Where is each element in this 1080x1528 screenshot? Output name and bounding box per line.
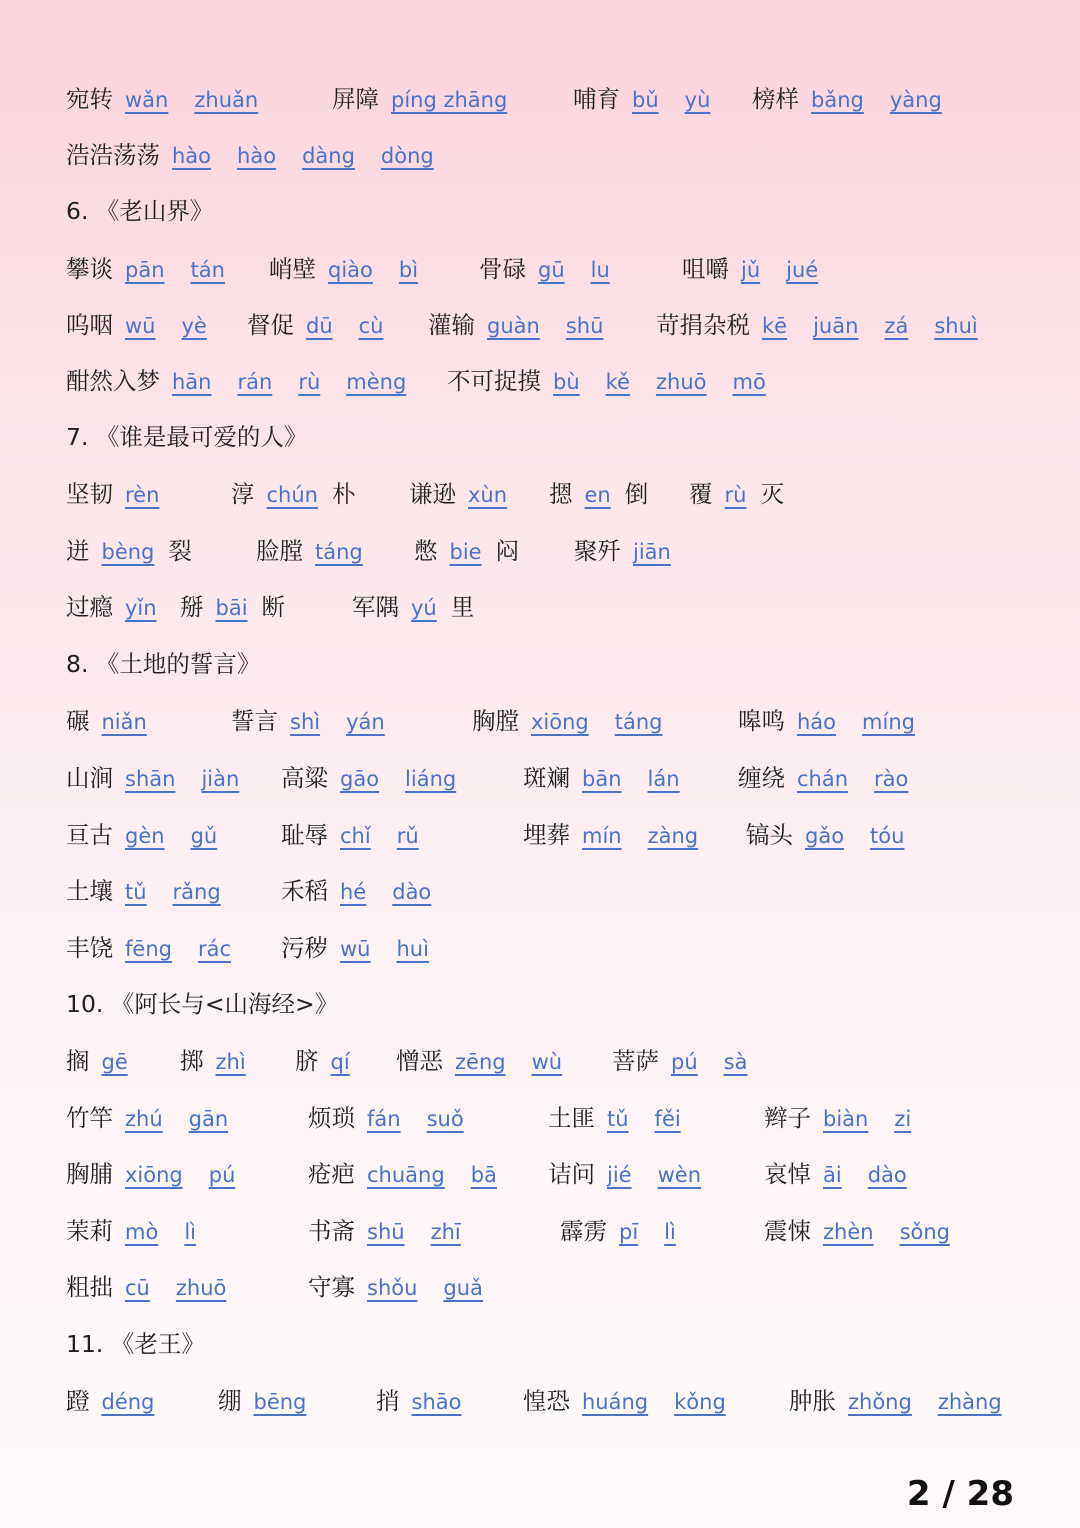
vocab-word: 哺育 xyxy=(573,85,620,113)
pinyin: shì xyxy=(290,710,321,734)
vocab-word-tail: 断 xyxy=(261,593,286,621)
vocab-entry xyxy=(447,362,766,396)
vocab-word: 宛转 xyxy=(66,85,113,113)
vocab-entry xyxy=(66,475,159,509)
pinyin: pú xyxy=(208,1163,236,1187)
vocab-word-tail: 闷 xyxy=(495,537,520,565)
pinyin: chún xyxy=(266,483,318,507)
vocab-word: 肿胀 xyxy=(789,1387,836,1415)
vocab-entry xyxy=(295,1042,350,1076)
pinyin: tóu xyxy=(870,824,905,848)
pinyin: bie xyxy=(449,540,482,564)
pinyin: shāo xyxy=(411,1390,462,1414)
pinyin: píng zhāng xyxy=(391,88,508,112)
vocab-word: 辫子 xyxy=(764,1104,811,1132)
pinyin: yè xyxy=(181,314,207,338)
vocab-word: 镐头 xyxy=(746,821,793,849)
vocab-entry xyxy=(523,759,680,793)
vocab-entry xyxy=(308,1099,464,1133)
vocab-word: 峭壁 xyxy=(269,255,316,283)
pinyin: shū xyxy=(565,314,604,338)
pinyin: bǎng xyxy=(811,88,864,112)
vocab-word-tail: 灭 xyxy=(760,480,784,508)
vocab-entry xyxy=(66,306,207,340)
vocab-entry xyxy=(560,1212,676,1246)
vocab-word: 淳 xyxy=(231,480,255,508)
vocab-word: 震悚 xyxy=(764,1217,811,1245)
pinyin: wèn xyxy=(657,1163,701,1187)
vocab-word-tail: 倒 xyxy=(624,480,649,508)
vocab-entry xyxy=(66,362,406,396)
vocab-entry xyxy=(573,80,710,114)
section-heading: 6. 《老山界》 xyxy=(66,197,214,225)
pinyin: gèn xyxy=(125,824,165,848)
pinyin: gǔ xyxy=(190,824,218,848)
vocab-entry xyxy=(332,80,507,114)
pinyin: rèn xyxy=(125,483,160,507)
vocab-word: 守寡 xyxy=(308,1273,355,1301)
vocab-word: 埋葬 xyxy=(523,821,570,849)
pinyin: huì xyxy=(396,937,429,961)
vocab-word: 骨碌 xyxy=(479,255,526,283)
vocab-word: 聚歼 xyxy=(574,537,621,565)
pinyin: rǎng xyxy=(172,880,221,904)
vocab-entry xyxy=(414,532,519,566)
pinyin: hào xyxy=(237,144,277,168)
pinyin: fán xyxy=(367,1107,401,1131)
pinyin: cū xyxy=(125,1276,150,1300)
pinyin: shǒu xyxy=(367,1276,418,1300)
vocab-word: 不可捉摸 xyxy=(447,367,541,395)
pinyin: táng xyxy=(614,710,663,734)
pinyin: chuāng xyxy=(367,1163,445,1187)
vocab-entry xyxy=(66,1212,196,1246)
pinyin: dào xyxy=(392,880,432,904)
vocab-entry xyxy=(574,532,671,566)
pinyin: juān xyxy=(813,314,859,338)
vocab-entry xyxy=(66,1042,128,1076)
vocab-entry xyxy=(308,1155,497,1189)
pinyin: zhàng xyxy=(937,1390,1002,1414)
pinyin: gǎo xyxy=(805,824,845,848)
vocab-word: 督促 xyxy=(247,311,294,339)
pinyin: chǐ xyxy=(340,824,371,848)
vocab-word: 屏障 xyxy=(332,85,379,113)
pinyin: gē xyxy=(101,1050,128,1074)
pinyin: en xyxy=(584,483,611,507)
pinyin: pān xyxy=(125,258,165,282)
vocab-word: 高粱 xyxy=(281,764,328,792)
vocab-word: 诘问 xyxy=(548,1160,595,1188)
vocab-word: 污秽 xyxy=(281,934,328,962)
vocab-entry xyxy=(66,702,147,736)
vocab-entry xyxy=(281,816,419,850)
section-heading: 10. 《阿长与<山海经>》 xyxy=(66,990,339,1018)
pinyin: dào xyxy=(867,1163,907,1187)
vocab-word: 禾稻 xyxy=(281,877,328,905)
pinyin: jiān xyxy=(633,540,671,564)
pinyin: jǔ xyxy=(741,258,761,282)
vocab-word: 掷 xyxy=(180,1047,204,1075)
pinyin: liáng xyxy=(405,767,457,791)
vocab-word: 土壤 xyxy=(66,877,113,905)
vocab-word: 茉莉 xyxy=(66,1217,113,1245)
vocab-word: 呜咽 xyxy=(66,311,113,339)
vocab-word: 灌输 xyxy=(428,311,475,339)
vocab-word: 掰 xyxy=(180,593,204,621)
vocab-word: 脐 xyxy=(295,1047,319,1075)
vocab-word: 搁 xyxy=(66,1047,90,1075)
pinyin: lán xyxy=(647,767,680,791)
pinyin: tán xyxy=(190,258,225,282)
pinyin: shū xyxy=(367,1220,405,1244)
pinyin: qiào xyxy=(328,258,373,282)
vocab-entry xyxy=(218,1382,306,1416)
pinyin: yǐn xyxy=(125,596,157,620)
vocab-entry xyxy=(479,250,610,284)
pinyin: gāo xyxy=(340,767,380,791)
pinyin: tǔ xyxy=(607,1107,629,1131)
pinyin: yán xyxy=(346,710,385,734)
pinyin: wù xyxy=(531,1050,563,1074)
vocab-word: 烦琐 xyxy=(308,1104,355,1132)
pinyin: zhèn xyxy=(823,1220,874,1244)
pinyin: qí xyxy=(330,1050,350,1074)
pinyin: zhǒng xyxy=(848,1390,912,1414)
vocab-entry xyxy=(738,759,908,793)
vocab-entry xyxy=(66,872,221,906)
vocab-word: 耻辱 xyxy=(281,821,328,849)
section-heading: 11. 《老王》 xyxy=(66,1330,205,1358)
pinyin: cù xyxy=(358,314,384,338)
pinyin: huáng xyxy=(582,1390,649,1414)
vocab-entry xyxy=(523,816,698,850)
vocab-entry xyxy=(180,588,285,622)
vocab-word: 谦逊 xyxy=(409,480,456,508)
pinyin: xiōng xyxy=(125,1163,183,1187)
vocab-entry xyxy=(409,475,507,509)
vocab-word-tail: 裂 xyxy=(168,537,192,565)
pinyin: gū xyxy=(538,258,565,282)
vocab-entry xyxy=(764,1212,950,1246)
vocab-entry xyxy=(66,816,217,850)
pinyin: bān xyxy=(582,767,622,791)
vocab-entry xyxy=(746,816,904,850)
vocab-word: 坚韧 xyxy=(66,480,113,508)
vocab-word: 菩萨 xyxy=(612,1047,659,1075)
vocab-word: 迸 xyxy=(66,537,90,565)
pinyin: bā xyxy=(470,1163,497,1187)
vocab-word-tail: 里 xyxy=(450,593,475,621)
pinyin: hào xyxy=(172,144,212,168)
vocab-entry xyxy=(682,250,818,284)
vocab-entry xyxy=(66,929,231,963)
pinyin: zhuǎn xyxy=(194,88,259,112)
pinyin: shuì xyxy=(934,314,978,338)
pinyin: kǒng xyxy=(674,1390,726,1414)
pinyin: pú xyxy=(671,1050,698,1074)
pinyin: lu xyxy=(590,258,610,282)
vocab-word: 亘古 xyxy=(66,821,113,849)
vocab-entry xyxy=(281,929,429,963)
vocab-word: 摁 xyxy=(549,480,573,508)
vocab-entry xyxy=(66,136,434,170)
pinyin: míng xyxy=(862,710,915,734)
vocab-word: 浩浩荡荡 xyxy=(66,141,160,169)
vocab-entry xyxy=(789,1382,1002,1416)
pinyin: shān xyxy=(125,767,176,791)
pinyin: mèng xyxy=(346,370,407,394)
pinyin: sà xyxy=(723,1050,748,1074)
vocab-entry xyxy=(428,306,603,340)
pinyin: rǔ xyxy=(396,824,419,848)
vocab-entry xyxy=(66,250,225,284)
pinyin: rác xyxy=(197,937,232,961)
vocab-entry xyxy=(548,1155,701,1189)
vocab-entry xyxy=(66,532,192,566)
pinyin: bǔ xyxy=(632,88,659,112)
pinyin: dòng xyxy=(380,144,434,168)
vocab-entry xyxy=(247,306,384,340)
pinyin: zhuō xyxy=(655,370,707,394)
pinyin: niǎn xyxy=(101,710,147,734)
pinyin: fēng xyxy=(125,937,172,961)
pinyin: zēng xyxy=(455,1050,506,1074)
vocab-word: 蹬 xyxy=(66,1387,90,1415)
pinyin: sǒng xyxy=(899,1220,950,1244)
vocab-word: 霹雳 xyxy=(560,1217,607,1245)
vocab-word: 疮疤 xyxy=(308,1160,355,1188)
pinyin: zhī xyxy=(430,1220,461,1244)
vocab-word: 丰饶 xyxy=(66,934,113,962)
vocab-entry xyxy=(308,1268,483,1302)
pinyin: zàng xyxy=(647,824,699,848)
vocab-word: 誓言 xyxy=(231,707,278,735)
vocab-entry xyxy=(352,588,474,622)
pinyin: tǔ xyxy=(125,880,147,904)
pinyin: lì xyxy=(664,1220,676,1244)
vocab-entry xyxy=(472,702,663,736)
pinyin: lì xyxy=(184,1220,196,1244)
pinyin: rù xyxy=(298,370,321,394)
pinyin: guǎ xyxy=(443,1276,483,1300)
vocab-word: 覆 xyxy=(689,480,713,508)
vocab-word: 咀嚼 xyxy=(682,255,729,283)
vocab-word: 哀悼 xyxy=(764,1160,811,1188)
pinyin: jué xyxy=(786,258,819,282)
vocab-entry xyxy=(256,532,363,566)
vocab-word: 胸膛 xyxy=(472,707,519,735)
pinyin: kě xyxy=(605,370,630,394)
pinyin: hān xyxy=(172,370,212,394)
pinyin: hé xyxy=(340,880,367,904)
pinyin: bāi xyxy=(215,596,248,620)
vocab-word: 嗥鸣 xyxy=(738,707,785,735)
vocab-entry xyxy=(269,250,418,284)
pinyin: rán xyxy=(237,370,273,394)
vocab-word: 苛捐杂税 xyxy=(656,311,750,339)
vocab-entry xyxy=(764,1099,911,1133)
vocab-entry xyxy=(66,588,157,622)
pinyin: yù xyxy=(684,88,711,112)
vocab-word: 土匪 xyxy=(548,1104,595,1132)
pinyin: suǒ xyxy=(426,1107,464,1131)
vocab-entry xyxy=(66,1155,235,1189)
page-number: 2 / 28 xyxy=(906,1474,1014,1514)
pinyin: wū xyxy=(340,937,371,961)
pinyin: zhì xyxy=(215,1050,246,1074)
pinyin: mín xyxy=(582,824,622,848)
pinyin: rào xyxy=(874,767,909,791)
pinyin: wǎn xyxy=(125,88,169,112)
vocab-entry xyxy=(523,1382,726,1416)
vocab-entry xyxy=(376,1382,461,1416)
pinyin: bù xyxy=(553,370,580,394)
vocab-entry xyxy=(180,1042,246,1076)
vocab-entry xyxy=(231,702,385,736)
pinyin: zá xyxy=(884,314,909,338)
vocab-entry xyxy=(66,1382,154,1416)
pinyin: chán xyxy=(797,767,849,791)
pinyin: xiōng xyxy=(531,710,589,734)
vocab-entry xyxy=(612,1042,747,1076)
vocab-word: 过瘾 xyxy=(66,593,113,621)
vocab-entry xyxy=(396,1042,562,1076)
pinyin: pī xyxy=(619,1220,639,1244)
vocab-entry xyxy=(66,80,258,114)
pinyin: yàng xyxy=(889,88,942,112)
vocab-word: 竹竿 xyxy=(66,1104,113,1132)
pinyin: fěi xyxy=(654,1107,681,1131)
pinyin: yú xyxy=(411,596,437,620)
vocab-word: 书斋 xyxy=(308,1217,355,1245)
pinyin: gān xyxy=(188,1107,229,1131)
vocab-entry xyxy=(281,759,456,793)
vocab-entry xyxy=(656,306,978,340)
section-heading: 8. 《土地的誓言》 xyxy=(66,650,261,678)
vocab-word: 憋 xyxy=(414,537,438,565)
vocab-word: 山涧 xyxy=(66,764,113,792)
pinyin: háo xyxy=(797,710,837,734)
vocab-word: 缠绕 xyxy=(738,764,785,792)
vocab-word: 榜样 xyxy=(752,85,799,113)
pinyin: déng xyxy=(101,1390,155,1414)
vocab-entry xyxy=(66,1099,228,1133)
vocab-word: 惶恐 xyxy=(523,1387,570,1415)
pinyin: táng xyxy=(315,540,363,564)
vocab-word-tail: 朴 xyxy=(331,480,356,508)
pinyin: wū xyxy=(125,314,156,338)
pinyin: jié xyxy=(607,1163,632,1187)
pinyin: xùn xyxy=(468,483,508,507)
vocab-word: 酣然入梦 xyxy=(66,367,160,395)
pinyin: jiàn xyxy=(201,767,240,791)
pinyin: guàn xyxy=(487,314,540,338)
pinyin: kē xyxy=(762,314,788,338)
vocab-word: 憎恶 xyxy=(396,1047,443,1075)
vocab-entry xyxy=(752,80,942,114)
vocab-word: 胸脯 xyxy=(66,1160,113,1188)
vocab-entry xyxy=(689,475,784,509)
pinyin: zi xyxy=(894,1107,912,1131)
pinyin: rù xyxy=(724,483,747,507)
vocab-word: 军隅 xyxy=(352,593,399,621)
pinyin: mō xyxy=(732,370,766,394)
vocab-entry xyxy=(548,1099,681,1133)
vocab-entry xyxy=(231,475,355,509)
pinyin: zhuō xyxy=(175,1276,227,1300)
pinyin: bì xyxy=(398,258,419,282)
section-heading: 7. 《谁是最可爱的人》 xyxy=(66,423,308,451)
vocab-word: 绷 xyxy=(218,1387,242,1415)
vocab-word: 捎 xyxy=(376,1387,400,1415)
pinyin: dū xyxy=(306,314,333,338)
vocab-entry xyxy=(549,475,648,509)
pinyin: bēng xyxy=(253,1390,307,1414)
vocab-entry xyxy=(308,1212,461,1246)
vocab-entry xyxy=(66,1268,226,1302)
vocab-entry xyxy=(66,759,239,793)
pinyin: bèng xyxy=(101,540,155,564)
pinyin: mò xyxy=(125,1220,159,1244)
pinyin: āi xyxy=(823,1163,842,1187)
vocab-word: 碾 xyxy=(66,707,90,735)
vocab-entry xyxy=(738,702,915,736)
vocab-entry xyxy=(281,872,431,906)
vocab-entry xyxy=(764,1155,907,1189)
pinyin: dàng xyxy=(302,144,355,168)
vocab-word: 攀谈 xyxy=(66,255,113,283)
vocab-word: 脸膛 xyxy=(256,537,303,565)
vocab-word: 粗拙 xyxy=(66,1273,113,1301)
vocab-word: 斑斓 xyxy=(523,764,570,792)
pinyin: biàn xyxy=(823,1107,869,1131)
pinyin: zhú xyxy=(125,1107,163,1131)
